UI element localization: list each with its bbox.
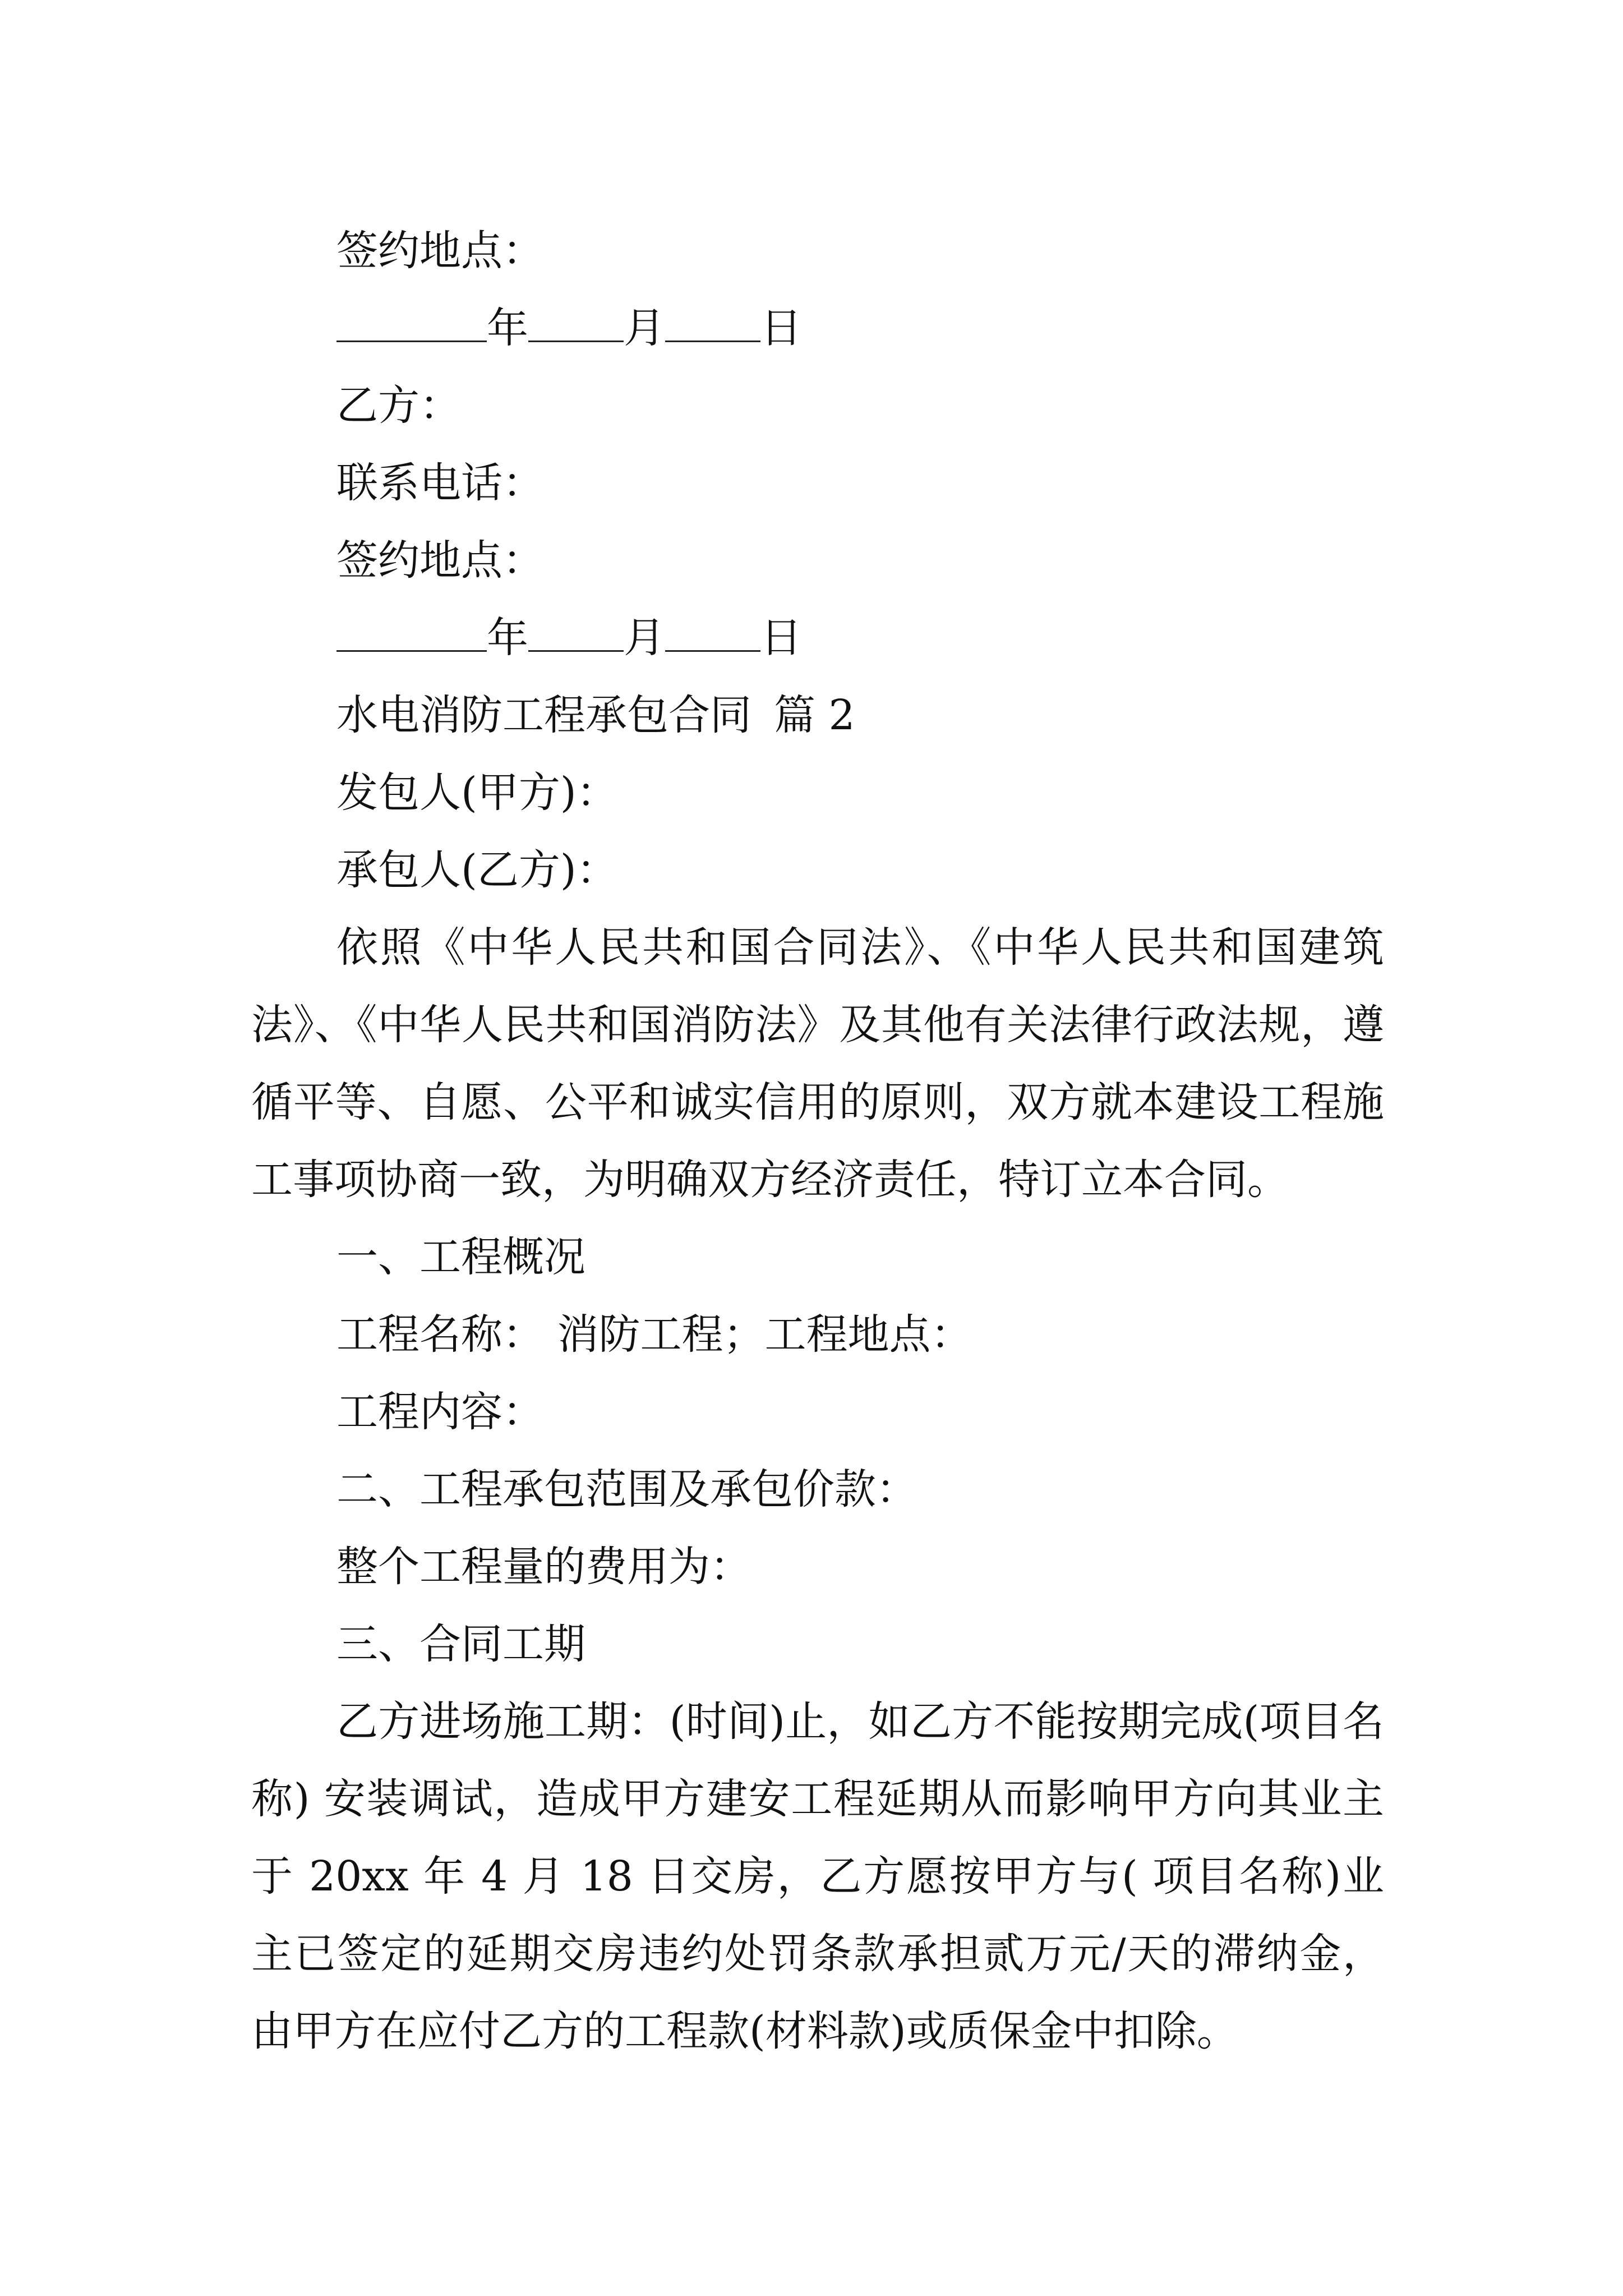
year-label: 年 bbox=[487, 614, 528, 662]
section-3-heading: 三、合同工期 bbox=[336, 1620, 585, 1668]
contact-phone-label: 联系电话： bbox=[336, 459, 544, 507]
month-label: 月 bbox=[624, 304, 665, 352]
party-b-label: 乙方： bbox=[336, 381, 461, 430]
section-2-heading: 二、工程承包范围及承包价款： bbox=[336, 1465, 917, 1513]
day-label: 日 bbox=[760, 614, 802, 662]
day-blank bbox=[665, 609, 760, 652]
project-name-line: 工程名称： 消防工程；工程地点： bbox=[336, 1310, 972, 1359]
section-1-heading: 一、工程概况 bbox=[336, 1233, 585, 1281]
year-blank bbox=[336, 299, 487, 342]
signing-location-label-b: 签约地点： bbox=[336, 536, 544, 585]
cost-line: 整个工程量的费用为： bbox=[336, 1543, 751, 1591]
day-blank bbox=[665, 299, 760, 342]
project-content-line: 工程内容： bbox=[336, 1388, 544, 1436]
contract-title-suffix: 篇 2 bbox=[774, 691, 855, 739]
contract-title bbox=[251, 677, 1384, 754]
contractor-line: 承包人(乙方)： bbox=[336, 846, 618, 894]
year-blank bbox=[336, 609, 487, 652]
contract-title-text: 水电消防工程承包合同 bbox=[336, 691, 751, 739]
employer-line: 发包人(甲方)： bbox=[336, 769, 618, 817]
document-body bbox=[251, 212, 1384, 2070]
schedule-paragraph: 乙方进场施工期：(时间)止，如乙方不能按期完成(项目名称) 安装调试，造成甲方建安工程延期从而影响甲方向其业主于 20xx 年 4 月 18 日交房，乙方愿按甲方与( 项目名称)业主已签定的延期交房违约处罚条款承担贰万元/天的滞纳金，由甲方在应付乙方的工程款(材料款)或质保金中扣除。 bbox=[251, 1697, 1384, 2055]
signing-location-label-a: 签约地点： bbox=[336, 227, 544, 275]
signing-date-b bbox=[251, 599, 1384, 677]
month-label: 月 bbox=[624, 614, 665, 662]
month-blank bbox=[528, 299, 624, 342]
year-label: 年 bbox=[487, 304, 528, 352]
signing-date-a bbox=[251, 289, 1384, 367]
day-label: 日 bbox=[760, 304, 802, 352]
month-blank bbox=[528, 609, 624, 652]
preamble-paragraph: 依照《中华人民共和国合同法》、《中华人民共和国建筑法》、《中华人民共和国消防法》及其他有关法律行政法规，遵循平等、自愿、公平和诚实信用的原则，双方就本建设工程施工事项协商一致，为明确双方经济责任，特订立本合同。 bbox=[251, 923, 1384, 1204]
